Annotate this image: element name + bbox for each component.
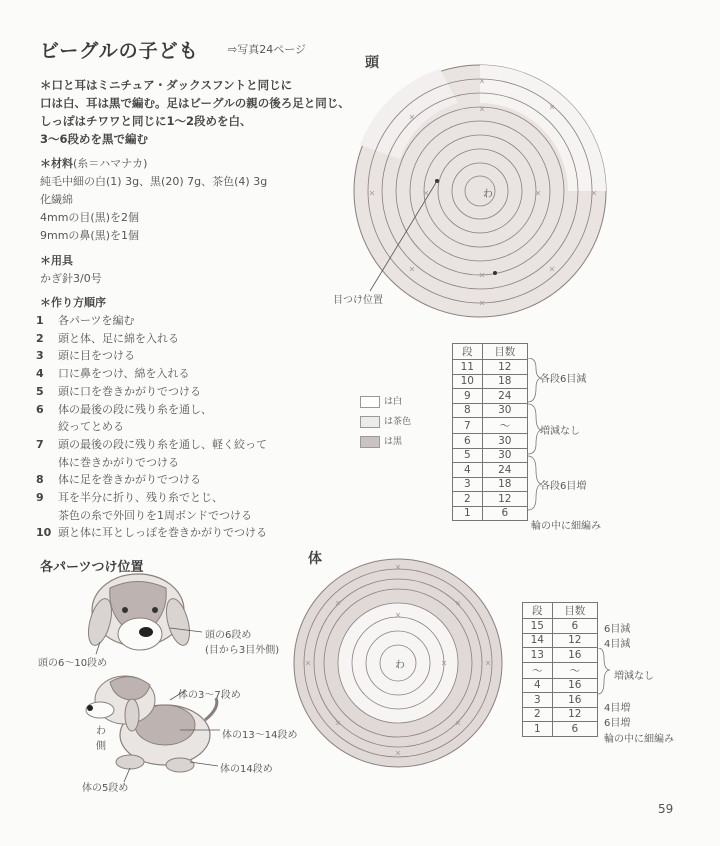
step-item	[36, 312, 267, 330]
head-note-no-change: 増減なし	[540, 426, 580, 437]
body-section-label: 体	[308, 551, 322, 567]
page-title: ビーグルの子ども	[40, 40, 199, 62]
note-line: 口は白、耳は黒で編む。足はビーグルの親の後ろ足と同じ、	[40, 96, 350, 110]
head-note-increase: 各段6目増	[540, 481, 587, 492]
head-center-ring-label: わ	[483, 189, 493, 200]
body-note-dec4: 4目減	[604, 639, 631, 650]
photo-page-reference: ⇨写真24ページ	[228, 43, 306, 56]
material-line: 4mmの目(黒)を2個	[40, 211, 140, 224]
head-note-start: 輪の中に細編み	[531, 521, 601, 532]
table-row: 4 24	[453, 463, 528, 478]
note-line: ＊口と耳はミニチュア・ダックスフントと同じに	[40, 78, 293, 92]
step-item	[36, 471, 267, 489]
head-section-label: 頭	[365, 55, 379, 71]
material-line: 純毛中細の白(1) 3g、黒(20) 7g、茶色(4) 3g	[40, 175, 268, 188]
materials-section	[40, 155, 267, 245]
step-number: 10	[36, 526, 52, 540]
step-item	[36, 507, 267, 525]
material-line: 化繊綿	[40, 193, 73, 206]
step-item	[36, 489, 267, 507]
legend-white: は白	[360, 392, 411, 412]
step-item	[36, 401, 267, 419]
step-number: 9	[36, 491, 44, 505]
note-line: しっぽはチワワと同じに1〜2段めを白、	[40, 114, 252, 128]
table-row: 9 24	[453, 389, 528, 404]
label-body-row-5: 体の5段め	[82, 783, 129, 794]
tool-line: かぎ針3/0号	[40, 272, 102, 285]
step-item	[36, 383, 267, 401]
label-body-row-14: 体の14段め	[220, 764, 273, 775]
step-text: 体の最後の段に残り糸を通し、	[58, 402, 212, 416]
legend-black: は黒	[360, 432, 411, 452]
step-item	[36, 330, 267, 348]
step-number	[36, 454, 58, 472]
eye-position-dot	[493, 271, 497, 275]
step-number	[36, 418, 58, 436]
materials-heading: ＊材料	[40, 157, 73, 170]
step-text: 頭と体、足に綿を入れる	[58, 331, 179, 345]
puppy-head-drawing	[84, 574, 194, 650]
eye-position-label: 目つけ位置	[333, 295, 383, 306]
step-item	[36, 347, 267, 365]
table-row: 11 12	[453, 360, 528, 375]
step-number: 7	[36, 437, 44, 451]
table-header-row: 段 目数	[453, 344, 528, 360]
body-table-bracket	[598, 648, 612, 698]
step-text: 絞ってとめる	[58, 420, 124, 434]
body-note-start: 輪の中に細編み	[604, 734, 674, 745]
puppy-placement-illustration	[70, 570, 310, 800]
materials-heading-sub: (糸＝ハマナカ)	[73, 157, 148, 170]
tools-section	[40, 252, 102, 288]
label-body-rows-3-7: 体の3〜7段め	[178, 690, 241, 701]
step-number: 6	[36, 402, 44, 416]
table-row: 8 30	[453, 403, 528, 418]
table-row: 6 30	[453, 434, 528, 449]
table-row: 4 16	[523, 678, 598, 693]
step-number: 4	[36, 367, 44, 381]
body-rows-table	[522, 602, 598, 737]
table-row: 2 12	[453, 492, 528, 507]
step-text: 各パーツを編む	[58, 314, 135, 327]
table-row: 10 18	[453, 374, 528, 389]
table-row: 15 6	[523, 619, 598, 634]
body-note-no-change: 増減なし	[614, 671, 654, 682]
step-item	[36, 365, 267, 383]
label-head-row6: 頭の6段め (目から3目外側)	[205, 630, 280, 656]
note-line: 3〜6段めを黒で編む	[40, 132, 149, 146]
step-number: 3	[36, 349, 44, 363]
body-side-label: わ 側	[96, 726, 106, 752]
table-row: 14 12	[523, 633, 598, 648]
tools-heading: ＊用具	[40, 254, 73, 267]
step-text: 頭と体に耳としっぽを巻きかがりでつける	[58, 526, 267, 540]
step-number: 1	[36, 314, 44, 327]
step-text: 茶色の糸で外回りを1周ボンドでつける	[58, 508, 252, 522]
body-note-inc6: 6目増	[604, 718, 631, 729]
step-item	[36, 418, 267, 436]
steps-heading: ＊作り方順序	[40, 296, 106, 309]
intro-note	[40, 76, 350, 148]
page-number: 59	[658, 802, 674, 816]
step-item	[36, 454, 267, 472]
step-text: 体に巻きかがりでつける	[58, 455, 179, 469]
table-row: 2 12	[523, 707, 598, 722]
step-text: 体に足を巻きかがりでつける	[58, 473, 201, 487]
step-item	[36, 436, 267, 454]
body-note-dec6: 6目減	[604, 624, 631, 635]
label-head-rows-6-10: 頭の6〜10段め	[38, 658, 108, 669]
step-item	[36, 524, 267, 542]
table-row: 7 〜	[453, 418, 528, 434]
step-number	[36, 507, 58, 525]
step-number: 5	[36, 384, 44, 398]
step-text: 口に鼻をつけ、綿を入れる	[58, 367, 190, 381]
table-row: 1 6	[453, 506, 528, 521]
table-row: 1 6	[523, 722, 598, 737]
table-row: 5 30	[453, 448, 528, 463]
color-legend	[360, 392, 411, 452]
table-row: 3 18	[453, 477, 528, 492]
table-row: 3 16	[523, 693, 598, 708]
step-text: 頭に口を巻きかがりでつける	[58, 384, 201, 398]
step-number: 2	[36, 331, 44, 345]
material-line: 9mmの鼻(黒)を1個	[40, 229, 140, 242]
label-body-rows-13-14: 体の13〜14段め	[222, 730, 298, 741]
head-note-decrease: 各段6目減	[540, 374, 587, 385]
step-text: 頭に目をつける	[58, 349, 135, 363]
table-row: 〜 〜	[523, 662, 598, 678]
table-header-row: 段 目数	[523, 603, 598, 619]
legend-brown: は茶色	[360, 412, 411, 432]
body-note-inc4: 4目増	[604, 703, 631, 714]
steps-list	[36, 312, 267, 542]
parts-placement-heading: 各パーツつけ位置	[40, 560, 144, 575]
body-center-ring-label: わ	[395, 660, 405, 671]
head-rows-table	[452, 343, 528, 521]
step-text: 頭の最後の段に残り糸を通し、軽く絞って	[58, 437, 267, 451]
step-text: 耳を半分に折り、残り糸でとじ、	[58, 491, 223, 505]
table-row: 13 16	[523, 648, 598, 663]
step-number: 8	[36, 473, 44, 487]
